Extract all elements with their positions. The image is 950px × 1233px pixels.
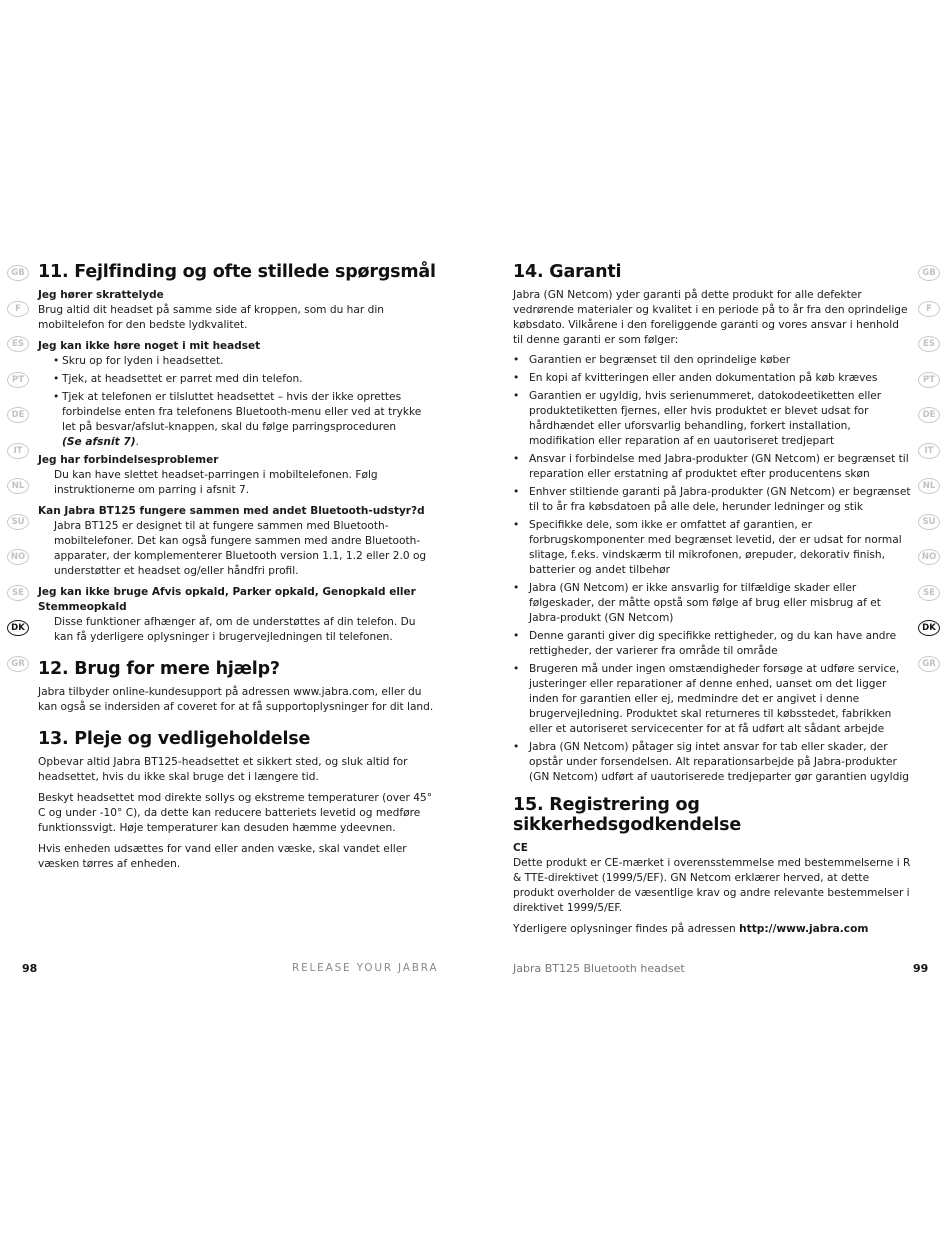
- faq-answer-3: Du kan have slettet headset-parringen i mobiltelefonen. Følg instruktionerne om parring i afsnit 7.: [54, 469, 378, 496]
- list-item: • Denne garanti giver dig specifikke rettigheder, og du kan have andre rettigheder, der varierer fra område til område: [513, 629, 911, 659]
- list-item: • Garantien er begrænset til den oprindelige køber: [513, 353, 911, 368]
- right-page: [513, 262, 911, 937]
- warranty-intro: Jabra (GN Netcom) yder garanti på dette produkt for alle defekter vedrørende materialer og kvalitet i en periode på to år fra den oprindelige købsdato. Vilkårene i den foreliggende garanti og vores ansvar i henhold til denne garanti er som følger:: [513, 289, 908, 346]
- language-badge-es[interactable]: ES: [918, 336, 940, 352]
- faq-answer-4: Jabra BT125 er designet til at fungere sammen med Bluetooth-mobiltelefoner. Det kan også fungere sammen med andre Bluetooth-apparater, der komplementerer Bluetooth version 1.1, 1.2 eller 2.0 og understøtter et headset og/eller håndfri profil.: [54, 520, 427, 577]
- section-12-title: 12. Brug for mere hjælp?: [38, 659, 280, 679]
- language-badge-su[interactable]: SU: [7, 514, 29, 530]
- faq-question-5: Jeg kan ikke bruge Afvis opkald, Parker opkald, Genopkald eller Stemmeopkald: [38, 586, 416, 613]
- language-tabs-right: [918, 265, 940, 691]
- list-item: • Ansvar i forbindelse med Jabra-produkter (GN Netcom) er begrænset til reparation eller erstatning af produktet efter producentens skøn: [513, 452, 911, 482]
- section-reference: (Se afsnit 7): [62, 436, 136, 448]
- ce-text: Dette produkt er CE-mærket i overensstemmelse med bestemmelserne i R & TTE-direktivet (1999/5/EF). GN Netcom erklærer herved, at dette produkt overholder de væsentlige krav og andre relevante bestemmelser i direktivet 1999/5/EF.: [513, 857, 911, 914]
- language-badge-gr[interactable]: GR: [7, 656, 29, 672]
- language-badge-nl[interactable]: NL: [918, 478, 940, 494]
- language-badge-gb[interactable]: GB: [918, 265, 940, 281]
- language-badge-de[interactable]: DE: [918, 407, 940, 423]
- language-badge-de[interactable]: DE: [7, 407, 29, 423]
- language-badge-se[interactable]: SE: [7, 585, 29, 601]
- list-item: • Brugeren må under ingen omstændigheder forsøge at udføre service, justeringer eller reparationer af denne enhed, uanset om det ligger inden for garantien eller ej, medmindre det er angivet i denne brugervejledning. Produktet skal returneres til købsstedet, fabrikken eller et autoriseret servicecenter for at få udført alt sådant arbejde: [513, 662, 911, 737]
- list-item-text: Tjek at telefonen er tilsluttet headsettet – hvis der ikke oprettes forbindelse enten fra telefonens Bluetooth-menu eller ved at trykke let på besvar/afslut-knappen, skal du følge parringsproceduren: [62, 391, 422, 433]
- language-badge-es[interactable]: ES: [7, 336, 29, 352]
- list-item: • Garantien er ugyldig, hvis serienummeret, datokodeetiketten eller produktetiketten fjernes, eller hvis produktet er blevet udsat for hårdhændet eller uforsvarlig behandling, forkert installation, modifikation eller reparation af en uautoriseret tredjepart: [513, 389, 911, 449]
- list-item: • Skru op for lyden i headsettet.: [38, 354, 438, 369]
- faq-question-2: Jeg kan ikke høre noget i mit headset: [38, 340, 261, 352]
- list-item-end: .: [135, 436, 139, 448]
- more-info-text: [513, 922, 911, 937]
- footer-tagline: RELEASE YOUR JABRA: [292, 962, 439, 974]
- section-13-text-1: Opbevar altid Jabra BT125-headsettet et sikkert sted, og sluk altid for headsettet, hvis du ikke skal bruge det i længere tid.: [38, 756, 408, 783]
- section-11-title: 11. Fejlfinding og ofte stillede spørgsmål: [38, 262, 436, 282]
- language-badge-it[interactable]: IT: [7, 443, 29, 459]
- ce-heading: CE: [513, 842, 528, 854]
- language-badge-su[interactable]: SU: [918, 514, 940, 530]
- language-badge-gr[interactable]: GR: [918, 656, 940, 672]
- language-badge-dk-active[interactable]: DK: [918, 620, 940, 636]
- language-badge-pt[interactable]: PT: [918, 372, 940, 388]
- faq-answer-5: Disse funktioner afhænger af, om de understøttes af din telefon. Du kan få yderligere oplysninger i brugervejledningen til telefonen.: [54, 616, 416, 643]
- list-item: • Jabra (GN Netcom) er ikke ansvarlig for tilfældige skader eller følgeskader, der måtte opstå som følge af brug eller misbrug af et Jabra-produkt (GN Netcom): [513, 581, 911, 626]
- language-badge-se[interactable]: SE: [918, 585, 940, 601]
- section-13-text-2: Beskyt headsettet mod direkte sollys og ekstreme temperaturer (over 45° C og under -10° C), da dette kan reducere batteriets levetid og medføre funktionssvigt. Høje temperaturer kan desuden hæmme ydeevnen.: [38, 792, 433, 834]
- language-badge-pt[interactable]: PT: [7, 372, 29, 388]
- left-page: [38, 262, 438, 872]
- faq-question-1: Jeg hører skrattelyde: [38, 289, 164, 301]
- language-badge-no[interactable]: NO: [918, 549, 940, 565]
- section-15-title: 15. Registrering og sikkerhedsgodkendelse: [513, 795, 742, 835]
- language-badge-f[interactable]: F: [7, 301, 29, 317]
- page-number-left: 98: [22, 962, 38, 975]
- list-item: • Specifikke dele, som ikke er omfattet af garantien, er forbrugskomponenter med begrænset levetid, der er udsat for normal slitage, f.eks. vindskærm til mikrofonen, ørepuder, dekorativ finish, batterier og andet tilbehør: [513, 518, 911, 578]
- language-badge-f[interactable]: F: [918, 301, 940, 317]
- language-badge-it[interactable]: IT: [918, 443, 940, 459]
- section-14-title: 14. Garanti: [513, 262, 622, 282]
- page-number-right: 99: [913, 962, 929, 975]
- list-item: • Jabra (GN Netcom) påtager sig intet ansvar for tab eller skader, der opstår under forsendelsen. Alt reparationsarbejde på Jabra-produkter (GN Netcom) udført af uautoriserede tredjeparter gør garantien ugyldig: [513, 740, 911, 785]
- faq-question-3: Jeg har forbindelsesproblemer: [38, 454, 219, 466]
- faq-question-4: Kan Jabra BT125 fungere sammen med andet Bluetooth-udstyr?d: [38, 505, 425, 517]
- section-13-title: 13. Pleje og vedligeholdelse: [38, 729, 311, 749]
- list-item: [38, 390, 438, 450]
- language-badge-dk-active[interactable]: DK: [7, 620, 29, 636]
- faq-answer-2-list: [38, 354, 438, 450]
- language-badge-no[interactable]: NO: [7, 549, 29, 565]
- list-item: • Enhver stiltiende garanti på Jabra-produkter (GN Netcom) er begrænset til to år fra købsdatoen på alle dele, herunder ledninger og stik: [513, 485, 911, 515]
- list-item: • En kopi af kvitteringen eller anden dokumentation på køb kræves: [513, 371, 911, 386]
- language-badge-nl[interactable]: NL: [7, 478, 29, 494]
- section-12-text: Jabra tilbyder online-kundesupport på adressen www.jabra.com, eller du kan også se indersiden af coveret for at få supportoplysninger for dit land.: [38, 686, 434, 713]
- language-tabs-left: [7, 265, 29, 691]
- language-badge-gb[interactable]: GB: [7, 265, 29, 281]
- list-item: • Tjek, at headsettet er parret med din telefon.: [38, 372, 438, 387]
- section-13-text-3: Hvis enheden udsættes for vand eller anden væske, skal vandet eller væsken tørres af enheden.: [38, 843, 407, 870]
- faq-answer-1: Brug altid dit headset på samme side af kroppen, som du har din mobiltelefon for den bedste lydkvalitet.: [38, 304, 384, 331]
- warranty-list: [513, 353, 911, 785]
- more-info-label: Yderligere oplysninger findes på adressen: [513, 923, 736, 935]
- jabra-website-link[interactable]: http://www.jabra.com: [739, 923, 869, 935]
- footer-product-name: Jabra BT125 Bluetooth headset: [513, 962, 685, 975]
